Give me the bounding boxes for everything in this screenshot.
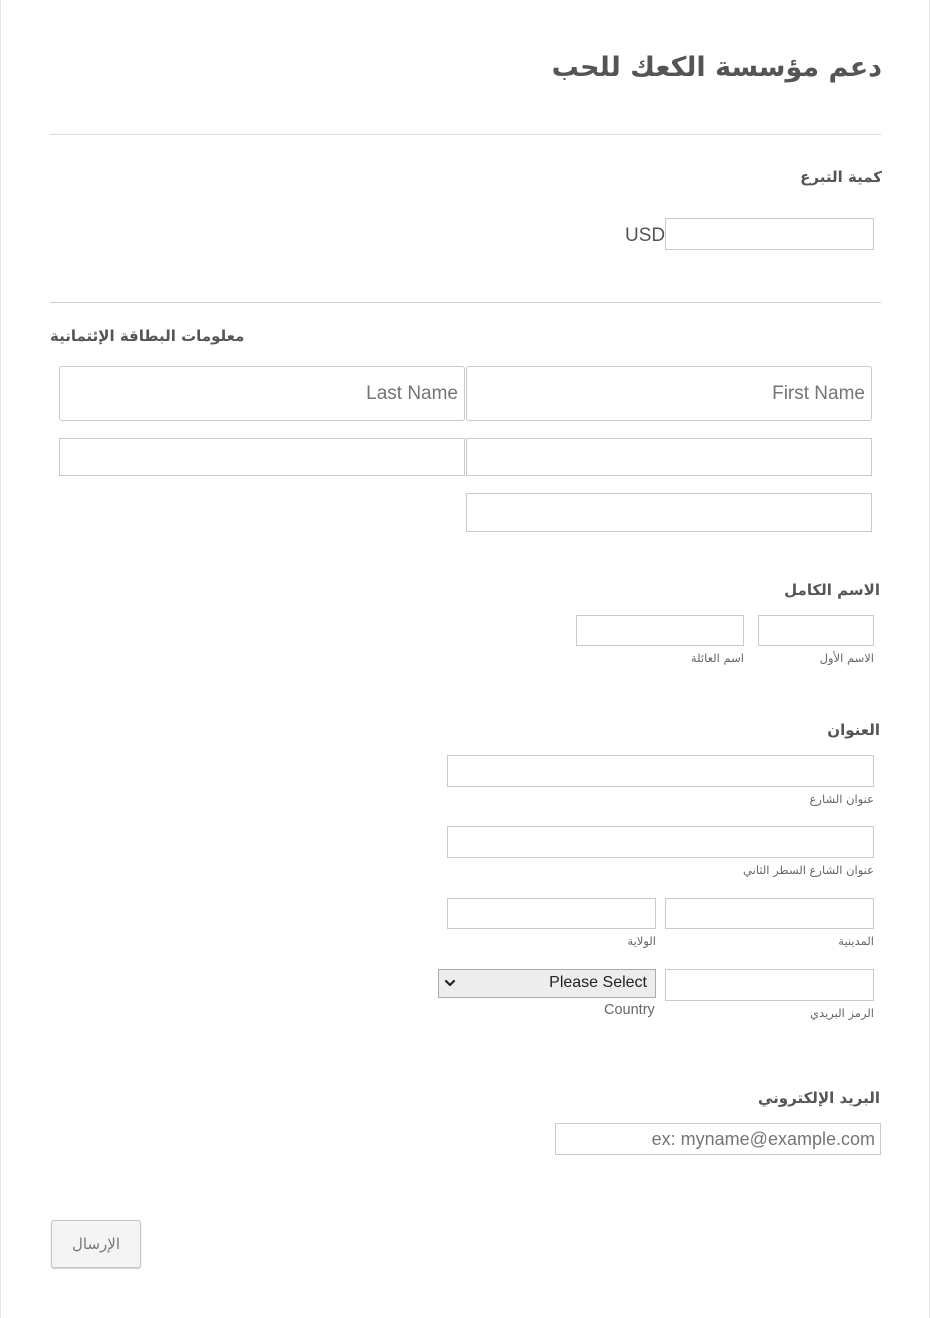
street2-sublabel: عنوان الشارع السطر الثاني — [743, 863, 874, 877]
first-name-sublabel: الاسم الأول — [819, 651, 874, 665]
city-sublabel: المدينية — [838, 934, 874, 948]
chevron-down-icon — [443, 976, 457, 990]
card-last-name-input[interactable] — [59, 366, 465, 421]
title-divider — [50, 134, 881, 135]
city-input[interactable] — [665, 898, 874, 929]
email-input[interactable] — [555, 1123, 881, 1155]
currency-label: USD — [625, 225, 666, 246]
form-title: دعم مؤسسة الكعك للحب — [551, 52, 882, 83]
donation-amount-input[interactable] — [665, 218, 874, 250]
credit-card-label: معلومات البطاقة الإئتمانية — [50, 327, 245, 345]
country-sublabel: Country — [604, 1002, 655, 1018]
card-cvv-input[interactable] — [59, 438, 465, 476]
zip-input[interactable] — [665, 969, 874, 1001]
zip-sublabel: الرمز البريدي — [810, 1006, 874, 1020]
email-label: البريد الإلكتروني — [758, 1089, 880, 1107]
first-name-input[interactable] — [758, 615, 874, 646]
last-name-input[interactable] — [576, 615, 744, 646]
country-select-value: Please Select — [549, 974, 647, 991]
street-sublabel: عنوان الشارع — [809, 792, 874, 806]
card-number-input[interactable] — [466, 438, 872, 476]
address-label: العنوان — [827, 721, 880, 739]
section-divider — [50, 302, 881, 303]
street-address-2-input[interactable] — [447, 826, 874, 858]
state-input[interactable] — [447, 898, 656, 929]
donation-label: كمية التبرع — [800, 168, 882, 186]
full-name-label: الاسم الكامل — [784, 581, 880, 599]
state-sublabel: الولاية — [627, 934, 656, 948]
last-name-sublabel: اسم العائلة — [690, 651, 744, 665]
street-address-input[interactable] — [447, 755, 874, 787]
country-select[interactable] — [438, 969, 656, 998]
submit-button[interactable]: الإرسال — [51, 1220, 141, 1268]
card-expiry-input[interactable] — [466, 493, 872, 532]
card-first-name-input[interactable] — [466, 366, 872, 421]
